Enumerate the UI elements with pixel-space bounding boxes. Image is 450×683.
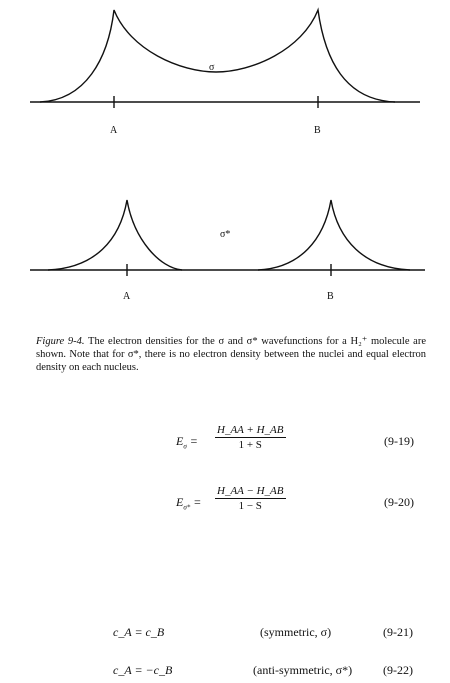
equation-9-19-denominator: 1 + S xyxy=(238,439,262,451)
sigma-star-nucleus-a-label: A xyxy=(123,291,131,302)
sigma-star-label: σ* xyxy=(220,229,231,240)
equation-9-19-number: (9-19) xyxy=(384,434,414,448)
figure-caption xyxy=(36,335,426,374)
equation-9-19-numerator: H_AA + H_AB xyxy=(217,424,284,436)
equation-9-19-lhs: $E_\sigma$ = xyxy=(176,434,198,451)
equation-9-21-number: (9-21) xyxy=(383,625,413,639)
coefficient-desc-antisymmetric: (anti-symmetric, σ*) xyxy=(253,663,353,677)
equation-9-20-number: (9-20) xyxy=(384,495,414,509)
equation-9-20-lhs: $E_{\sigma*}$ = xyxy=(176,495,202,512)
coefficient-desc-symmetric: (symmetric, σ) xyxy=(260,625,332,639)
sigma-label: σ xyxy=(209,62,215,73)
coefficient-relation-symmetric: c_A = c_B xyxy=(113,625,165,639)
sigma-density-curve xyxy=(40,10,395,102)
coefficient-relation-antisymmetric: c_A = −c_B xyxy=(113,663,173,677)
figure-label: Figure 9-4. xyxy=(36,336,85,347)
equation-9-20-numerator: H_AA − H_AB xyxy=(217,485,284,497)
caption-text: The electron densities for the σ and σ* wavefunctions for a H₂⁺ molecule are shown. Note that for σ*, there is no electron density between the nuclei and equal electron density on each nucleus. xyxy=(36,336,427,373)
equation-9-19-fraction xyxy=(215,424,286,451)
equation-9-22-number: (9-22) xyxy=(383,663,413,677)
equation-9-20-fraction xyxy=(215,485,286,512)
sigma-nucleus-b-label: B xyxy=(314,125,321,136)
equation-9-20-denominator: 1 − S xyxy=(238,500,262,512)
sigma-nucleus-a-label: A xyxy=(110,125,118,136)
sigma-star-nucleus-b-label: B xyxy=(327,291,334,302)
